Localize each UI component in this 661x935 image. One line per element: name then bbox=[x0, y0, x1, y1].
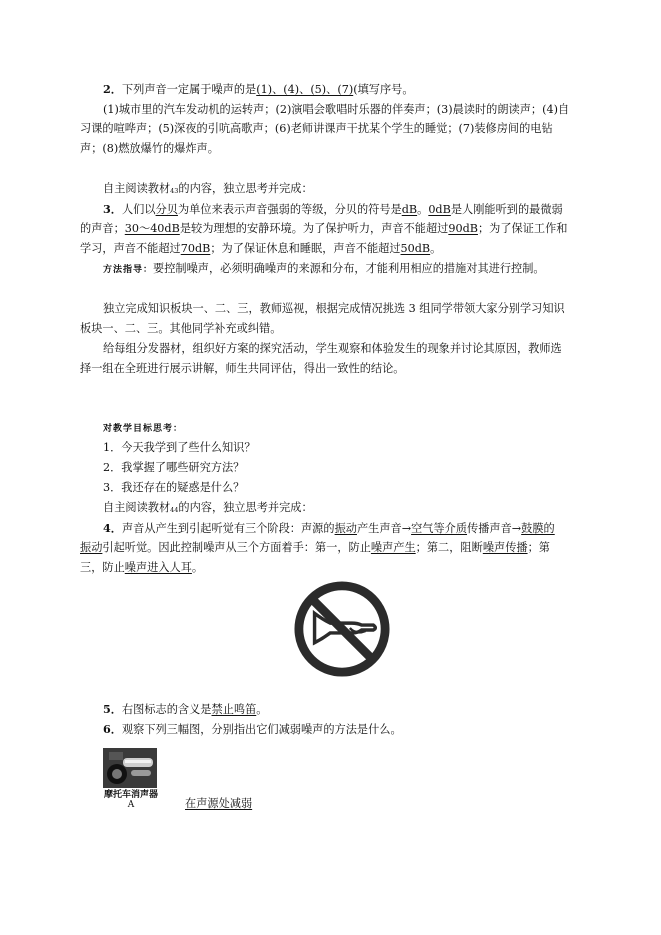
q6-text: 观察下列三幅图，分别指出它们减弱噪声的方法是什么。 bbox=[121, 723, 402, 736]
reflection-q2: 2．我掌握了哪些研究方法？ bbox=[103, 461, 245, 474]
q3-d: 是人刚能听到的最微弱 bbox=[450, 203, 563, 216]
q6-number: 6． bbox=[103, 722, 122, 736]
q4-f: ；第 bbox=[527, 541, 550, 554]
q2-line-3: 习课的喧哗声；(5)深夜的引吭高歌声；(6)老师讲课声干扰某个学生的睡觉；(7)装修房间的电钻 bbox=[80, 122, 553, 135]
q3-answer-1: 分贝 bbox=[155, 203, 178, 216]
read1-page: 43 bbox=[170, 187, 179, 195]
figure-a-caption bbox=[100, 790, 162, 810]
q3-i: ；为了保证休息和睡眠，声音不能超过 bbox=[210, 242, 401, 255]
q4-line-1 bbox=[103, 521, 555, 536]
q2-line-2: (1)城市里的汽车发动机的运转声；(2)演唱会歌唱时乐器的伴奏声；(3)晨读时的朗读声；(4)自 bbox=[103, 103, 570, 116]
q3-line-2 bbox=[80, 222, 567, 236]
q4-d: 引起听觉。因此控制噪声从三个方面着手：第一，防止 bbox=[102, 541, 371, 554]
q4-line-3 bbox=[80, 561, 203, 575]
q2-answer: (1)、(4)、(5)、(7) bbox=[256, 83, 354, 96]
method-label: 方法指导： bbox=[103, 265, 154, 275]
q3-a: 人们以 bbox=[121, 203, 156, 216]
q3-answer-6: 70dB bbox=[180, 242, 211, 255]
read2-page: 44 bbox=[170, 506, 179, 514]
q3-line-3 bbox=[80, 242, 441, 256]
muffler-icon bbox=[103, 748, 157, 788]
q3-b: 为单位来表示声音强弱的等级，分贝的符号是 bbox=[177, 203, 402, 216]
q4-number: 4． bbox=[103, 521, 122, 535]
q3-answer-3: 0dB bbox=[428, 203, 451, 216]
reflection-title: 对教学目标思考： bbox=[103, 424, 184, 434]
q3-answer-7: 50dB bbox=[400, 242, 431, 255]
read-instruction-2 bbox=[103, 501, 313, 517]
q4-h: 。 bbox=[191, 561, 204, 574]
no-honking-sign-icon bbox=[293, 580, 391, 678]
q2-number: 2． bbox=[103, 82, 122, 96]
q2-line-1 bbox=[103, 82, 414, 97]
q6-line bbox=[103, 722, 402, 737]
q3-answer-5: 90dB bbox=[448, 222, 478, 235]
q3-e: 的声音； bbox=[80, 222, 125, 235]
read2-text-b: 的内容，独立思考并完成： bbox=[178, 501, 313, 514]
read1-text-b: 的内容，独立思考并完成： bbox=[178, 182, 313, 195]
figure-a-caption-label: A bbox=[127, 800, 135, 810]
q3-j: 。 bbox=[430, 242, 442, 255]
q4-answer-4: 噪声产生 bbox=[370, 541, 416, 554]
q5-line bbox=[103, 702, 267, 717]
q2-tail: (填写序号。 bbox=[353, 83, 414, 96]
read-instruction-1 bbox=[103, 182, 313, 198]
q5-b: 。 bbox=[256, 703, 268, 716]
q4-answer-2: 空气等介质 bbox=[411, 522, 468, 535]
read2-text-a: 自主阅读教材 bbox=[103, 501, 171, 514]
q4-answer-1: 振动 bbox=[334, 522, 357, 535]
reflection-q3: 3．我还存在的疑惑是什么？ bbox=[103, 481, 245, 494]
q3-g: ；为了保证工作和 bbox=[477, 222, 568, 235]
q4-b: 产生声音→ bbox=[356, 522, 412, 535]
q3-c: 。 bbox=[417, 203, 429, 216]
figure-a-answer: 在声源处减弱 bbox=[185, 797, 253, 810]
q3-line-1 bbox=[103, 202, 563, 217]
paragraph-2-line-2: 择一组在全班进行展示讲解，师生共同评估，得出一致性的结论。 bbox=[80, 362, 405, 375]
figure-a-caption-title: 摩托车消声器 bbox=[103, 790, 158, 800]
q3-answer-4: 30～40dB bbox=[124, 222, 180, 235]
q4-answer-3b: 振动 bbox=[80, 541, 103, 554]
q4-a: 声音从产生到引起听觉有三个阶段：声源的 bbox=[121, 522, 335, 535]
q4-g: 三，防止 bbox=[80, 561, 125, 574]
paragraph-1-line-2: 板块一、二、三。其他同学补充或纠错。 bbox=[80, 322, 282, 335]
q2-line-4: 声；(8)燃放爆竹的爆炸声。 bbox=[80, 142, 219, 155]
read1-text-a: 自主阅读教材 bbox=[103, 182, 171, 195]
q4-e: ；第二，阻断 bbox=[415, 541, 483, 554]
q4-c: 传播声音→ bbox=[467, 522, 522, 535]
q4-line-2 bbox=[80, 541, 550, 555]
q2-stem: 下列声音一定属于噪声的是 bbox=[121, 83, 257, 96]
q3-f: 是较为理想的安静环境。为了保护听力，声音不能超过 bbox=[179, 222, 449, 235]
q4-answer-5: 噪声传播 bbox=[482, 541, 528, 554]
method-guidance bbox=[103, 262, 545, 277]
q4-answer-6: 噪声进入人耳 bbox=[124, 561, 192, 574]
q3-number: 3． bbox=[103, 202, 122, 216]
motorcycle-muffler-photo bbox=[103, 748, 157, 788]
method-text: 要控制噪声，必须明确噪声的来源和分布，才能利用相应的措施对其进行控制。 bbox=[153, 262, 545, 275]
reflection-q1: 1．今天我学到了些什么知识？ bbox=[103, 441, 256, 454]
paragraph-1-line-1: 独立完成知识板块一、二、三，教师巡视，根据完成情况挑选 3 组同学带领大家分别学习知识 bbox=[103, 302, 565, 315]
q5-number: 5． bbox=[103, 702, 122, 716]
q4-answer-3: 鼓膜的 bbox=[521, 522, 555, 535]
q3-h: 学习，声音不能超过 bbox=[80, 242, 181, 255]
paragraph-2-line-1: 给每组分发器材，组织好方案的探究活动，学生观察和体验发生的现象并讨论其原因，教师选 bbox=[103, 342, 562, 355]
q5-answer: 禁止鸣笛 bbox=[211, 703, 257, 716]
q5-a: 右图标志的含义是 bbox=[121, 703, 212, 716]
q3-answer-2: dB bbox=[401, 203, 418, 216]
